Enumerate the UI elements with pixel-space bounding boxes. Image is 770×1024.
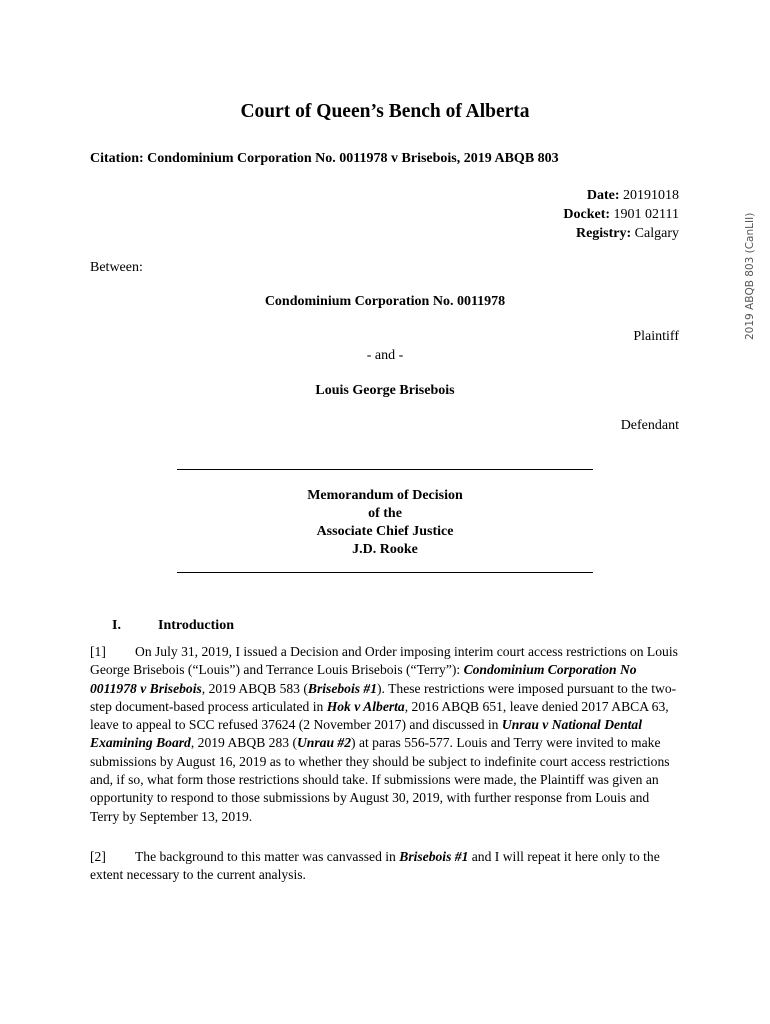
date-label: Date:	[586, 188, 620, 203]
para-text: , 2019 ABQB 283 (	[190, 735, 297, 751]
docket-value: 1901 02111	[613, 207, 679, 222]
between-label: Between:	[90, 260, 143, 275]
memorandum-title	[0, 487, 770, 559]
para-text: The background to this matter was canvassed in	[135, 849, 400, 864]
para-text: ). These restrictions were imposed pursuant to the two-step document-based process articulated in	[90, 680, 677, 714]
registry-label: Registry:	[575, 226, 632, 241]
docket-label: Docket:	[563, 207, 611, 222]
case-name: Hok v Alberta	[326, 698, 405, 714]
para-text: and I will repeat it here only to the extent necessary to the current analysis.	[90, 849, 660, 883]
defendant-role: Defendant	[620, 418, 679, 433]
plaintiff-role: Plaintiff	[633, 329, 679, 344]
registry-line	[563, 224, 679, 243]
canlii-watermark: 2019 ABQB 803 (CanLII)	[744, 212, 756, 340]
memo-line-1: Memorandum of Decision	[307, 488, 463, 503]
divider-top	[177, 469, 593, 470]
section-title: Introduction	[158, 618, 234, 633]
paragraph-number: [1]	[90, 644, 106, 659]
case-metadata	[563, 186, 679, 243]
para-text: ) at paras 556-577. Louis and Terry were invited to make submissions by August 16, 2019 as to whether they should be subject to indefinite court access restrictions and, if so, what form those restrictions should take. If submissions were made, the Plaintiff was given an opportunity to respond to those submissions by August 30, 2019, with further response from Louis and Terry by September 13, 2019.	[90, 735, 670, 824]
case-short-name: Brisebois #1	[399, 849, 469, 864]
case-name: Unrau v National Dental Examining Board	[90, 717, 642, 751]
paragraph-number: [2]	[90, 849, 106, 864]
date-value: 20191018	[623, 188, 679, 203]
para-text: , 2019 ABQB 583 (	[201, 680, 308, 696]
paragraph-2	[90, 848, 680, 885]
memo-line-3: Associate Chief Justice	[316, 524, 454, 539]
section-heading	[112, 618, 234, 634]
paragraph-1	[90, 643, 680, 826]
divider-bottom	[177, 572, 593, 573]
memo-line-4: J.D. Rooke	[352, 542, 418, 557]
plaintiff-name: Condominium Corporation No. 0011978	[264, 294, 506, 309]
defendant-name: Louis George Brisebois	[315, 383, 455, 398]
case-short-name: Unrau #2	[296, 735, 352, 751]
case-short-name: Brisebois #1	[307, 680, 378, 696]
section-number: I.	[112, 618, 121, 633]
date-line	[563, 186, 679, 205]
citation: Citation: Condominium Corporation No. 0011978 v Brisebois, 2019 ABQB 803	[90, 151, 559, 166]
docket-line	[563, 205, 679, 224]
memo-line-2: of the	[368, 506, 402, 521]
para-text: , 2016 ABQB 651, leave denied 2017 ABCA 63, leave to appeal to SCC refused 37624 (2 November 2017) and discussed in	[90, 698, 669, 733]
court-title: Court of Queen’s Bench of Alberta	[240, 101, 530, 122]
and-separator: - and -	[366, 348, 404, 363]
registry-value: Calgary	[634, 226, 679, 241]
para-text: On July 31, 2019, I issued a Decision and Order imposing interim court access restrictions on Louis George Brisebois (“Louis”) and Terrance Louis Brisebois (“Terry”):	[90, 644, 678, 678]
case-name: Condominium Corporation No 0011978 v Brisebois	[90, 662, 637, 696]
